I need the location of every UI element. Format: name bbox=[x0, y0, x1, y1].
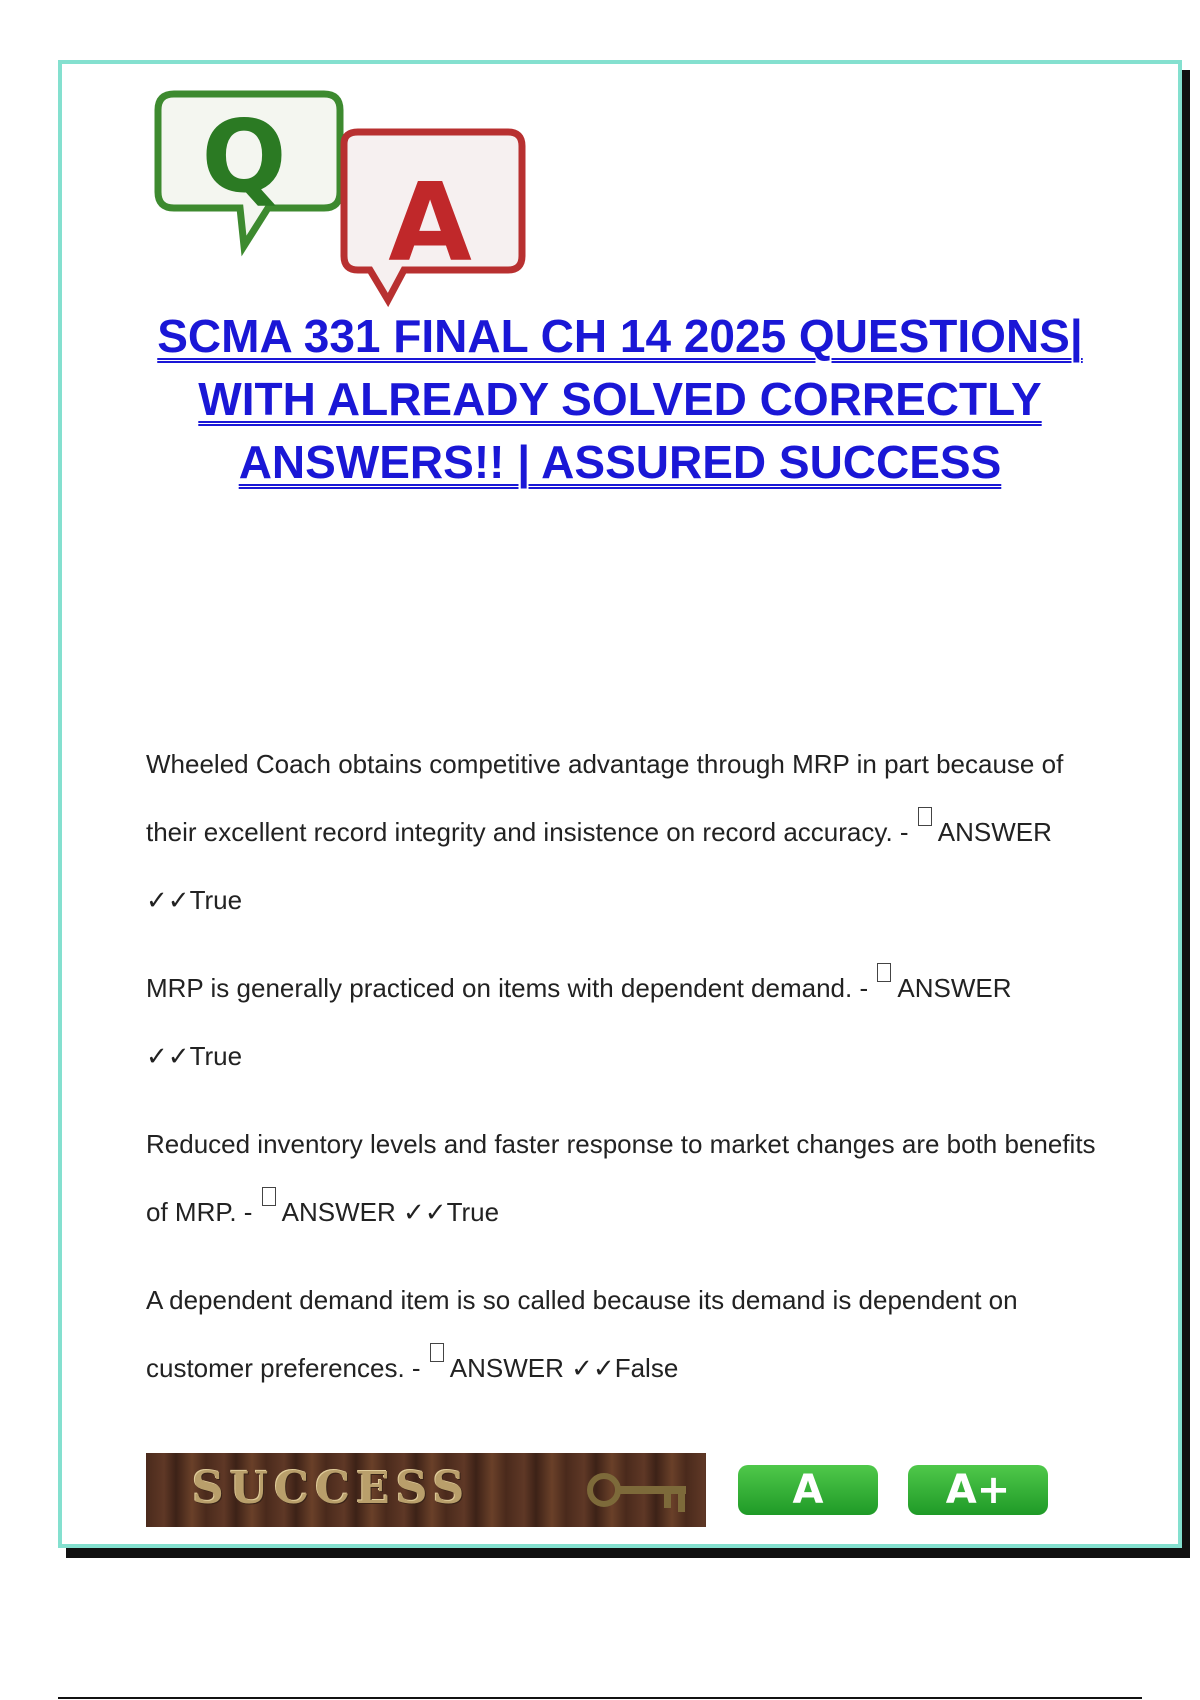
answer-value: True bbox=[189, 885, 243, 915]
logo-a-letter: A bbox=[388, 161, 472, 286]
separator: - bbox=[404, 1353, 428, 1383]
separator: - bbox=[852, 973, 876, 1003]
qa-list bbox=[146, 730, 1106, 1422]
separator: - bbox=[892, 817, 916, 847]
answer-label: ANSWER ✓✓ bbox=[449, 1353, 615, 1383]
success-banner bbox=[146, 1453, 706, 1527]
logo-q-letter: Q bbox=[201, 98, 287, 215]
qa-item bbox=[146, 730, 1106, 934]
success-text: SUCCESS bbox=[192, 1463, 471, 1514]
missing-glyph-icon bbox=[430, 1343, 444, 1362]
footer-badges bbox=[146, 1453, 1056, 1527]
answer-value: True bbox=[189, 1041, 243, 1071]
question-text: Wheeled Coach obtains competitive advantage through MRP in part because of their excellent record integrity and insistence on record accuracy. bbox=[146, 749, 1064, 847]
qa-item bbox=[146, 1110, 1106, 1246]
document-title: SCMA 331 FINAL CH 14 2025 QUESTIONS| WITH ALREADY SOLVED CORRECTLY ANSWERS!! | ASSURED SUCCESS bbox=[157, 310, 1083, 488]
missing-glyph-icon bbox=[877, 963, 891, 982]
answer-label: ANSWER ✓✓ bbox=[146, 817, 1052, 915]
qa-item bbox=[146, 1266, 1106, 1402]
answer-label: ANSWER ✓✓ bbox=[146, 973, 1012, 1071]
bottom-divider bbox=[58, 1697, 1142, 1699]
missing-glyph-icon bbox=[262, 1187, 276, 1206]
question-text: MRP is generally practiced on items with dependent demand. bbox=[146, 973, 853, 1003]
question-text: A dependent demand item is so called because its demand is dependent on customer preferences. bbox=[146, 1285, 1018, 1383]
grade-a-badge: A bbox=[738, 1465, 878, 1515]
question-text: Reduced inventory levels and faster response to market changes are both benefits of MRP. bbox=[146, 1129, 1096, 1227]
missing-glyph-icon bbox=[918, 807, 932, 826]
answer-value: True bbox=[446, 1197, 500, 1227]
grade-a-plus-badge: A+ bbox=[908, 1465, 1048, 1515]
key-icon bbox=[586, 1459, 696, 1521]
answer-value: False bbox=[614, 1353, 679, 1383]
separator: - bbox=[236, 1197, 260, 1227]
answer-label: ANSWER ✓✓ bbox=[281, 1197, 447, 1227]
qa-item bbox=[146, 954, 1106, 1090]
qa-logo-icon bbox=[148, 88, 528, 308]
